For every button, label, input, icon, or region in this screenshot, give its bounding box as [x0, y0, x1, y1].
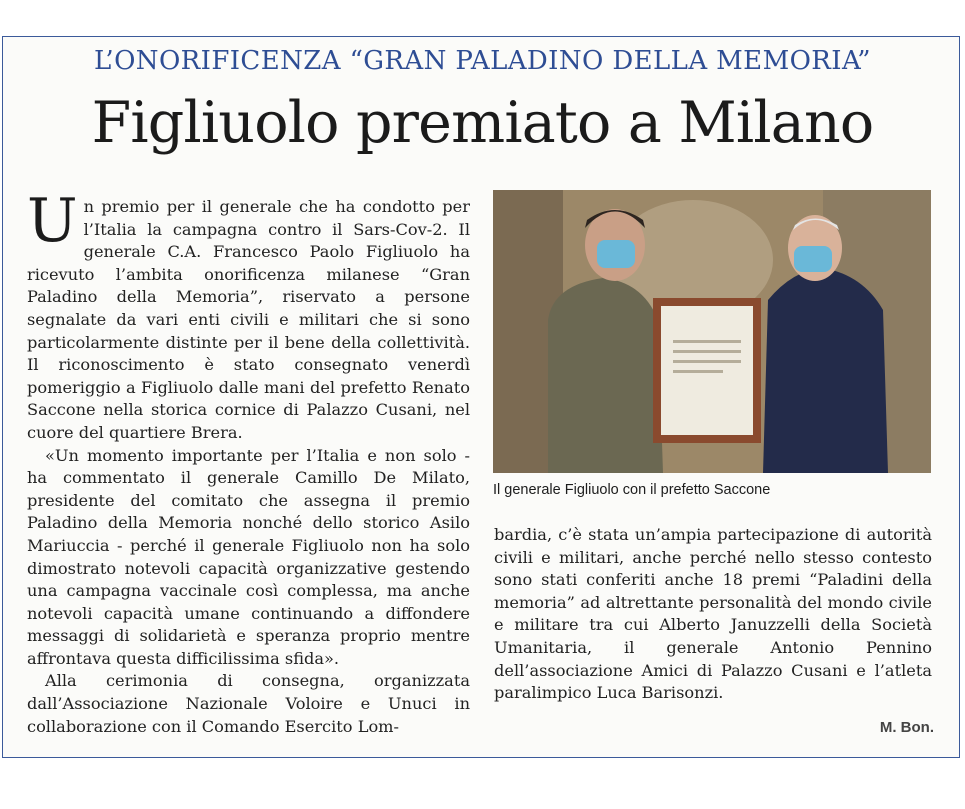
- article-photo: [493, 190, 931, 473]
- article-column-left: [27, 186, 470, 738]
- photo-caption: Il generale Figliuolo con il prefetto Saccone: [493, 482, 771, 498]
- photo-illustration: [493, 190, 931, 473]
- paragraph-1-text: n premio per il generale che ha condotto per l’Italia la campagna contro il Sars-Cov-2. Il generale C.A. Francesco Paolo Figliuolo ha ricevuto l’ambita onorificenza milanese “Gran Paladino della Memoria”, riservato a persone segnalate da vari enti civili e militari che si sono particolarmente distinte per il bene della collettività. Il riconoscimento è stato consegnato venerdì pomeriggio a Figliuolo dalle mani del prefetto Renato Saccone nella storica cornice di Palazzo Cusani, nel cuore del quartiere Brera.: [27, 197, 470, 442]
- photo-certificate-line: [673, 340, 741, 343]
- paragraph-2: «Un momento importante per l’Italia e non solo - ha commentato il generale Camillo De Milato, presidente del comitato che assegna il premio Paladino della Memoria nonché dello storico Asilo Mariuccia - perché il generale Figliuolo non ha solo dimostrato notevoli capacità organizzative gestendo una campagna vaccinale così complessa, ma anche notevoli capacità umane continuando a diffondere messaggi di solidarietà e speranza proprio mentre affrontava questa difficilissima sfida».: [27, 445, 470, 668]
- photo-prefect-jacket: [763, 268, 888, 473]
- photo-prefect-mask: [794, 246, 832, 272]
- photo-officer-mask: [597, 240, 635, 268]
- photo-certificate-line: [673, 360, 741, 363]
- dropcap: U: [27, 186, 78, 256]
- author-signature: M. Bon.: [879, 719, 934, 736]
- photo-certificate-line: [673, 350, 741, 353]
- article-kicker: L’ONORIFICENZA “GRAN PALADINO DELLA MEMORIA”: [94, 46, 871, 76]
- photo-certificate-line: [673, 370, 723, 373]
- article-headline: Figliuolo premiato a Milano: [91, 90, 874, 156]
- paragraph-3-start: Alla cerimonia di consegna, organizzata dall’Associazione Nazionale Voloire e Unuci in collaborazione con il Comando Esercito Lom-: [27, 671, 470, 736]
- paragraph-1: [27, 186, 470, 445]
- paragraph-3-end: bardia, c’è stata un’ampia partecipazione di autorità civili e militari, anche perché nello stesso contesto sono stati conferiti anche 18 premi “Paladini della memoria” ad altrettante personalità del mondo civile e militare tra cui Alberto Januzzelli della Società Umanitaria, il generale Antonio Pennino dell’associazione Amici di Palazzo Cusani e l’atleta paralimpico Luca Barisonzi.: [494, 525, 932, 703]
- article-column-right: [494, 524, 932, 705]
- photo-officer-uniform: [548, 278, 663, 473]
